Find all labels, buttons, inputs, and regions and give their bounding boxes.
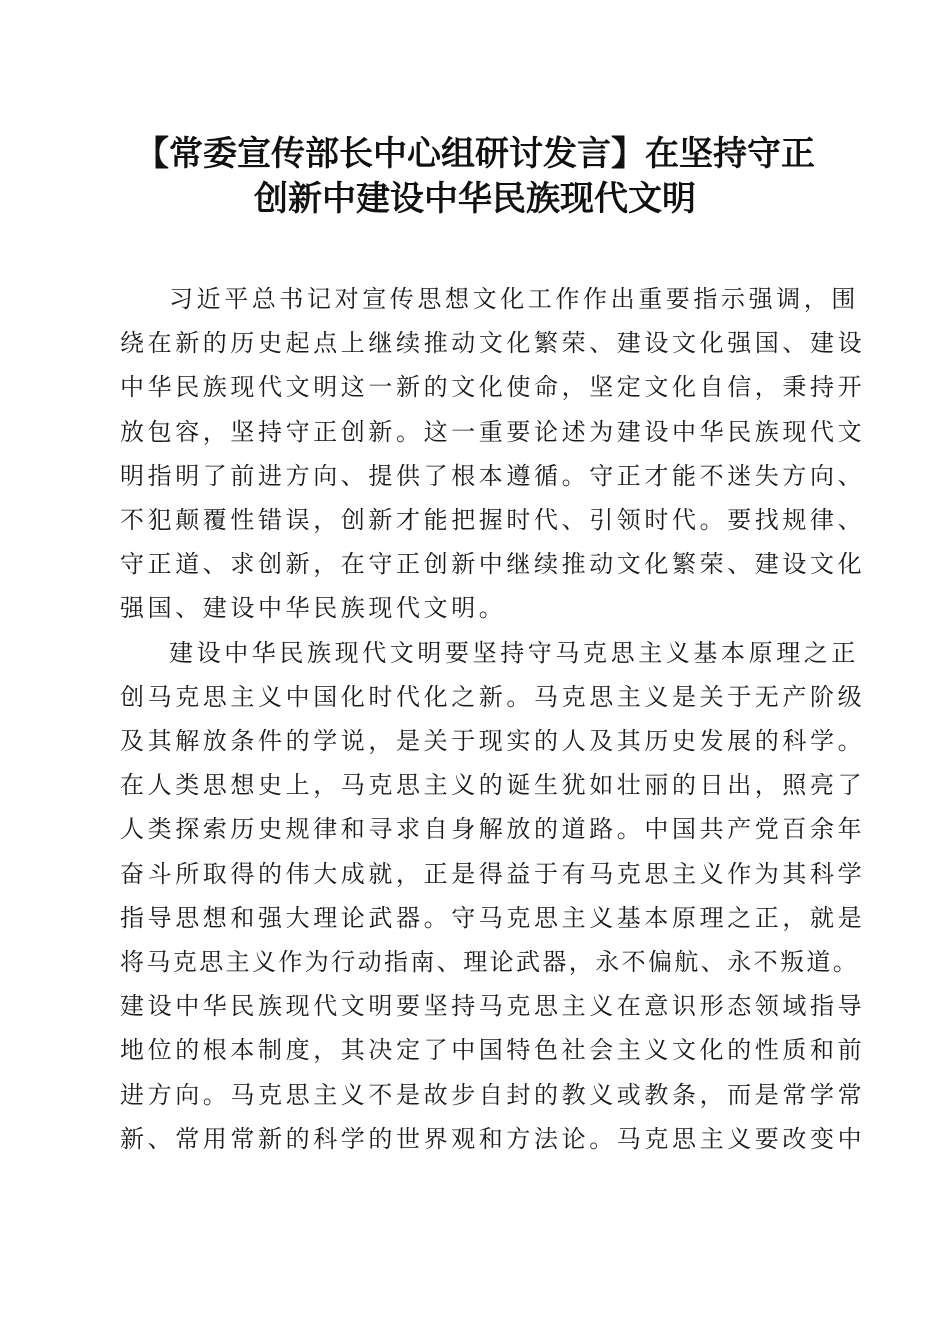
document-body — [120, 277, 866, 1161]
text-line: 创马克思主义中国化时代化之新。马克思主义是关于无产阶级 — [120, 682, 866, 711]
text-line: 明指明了前进方向、提供了根本遵循。守正才能不迷失方向、 — [120, 461, 866, 490]
text-line: 将马克思主义作为行动指南、理论武器，永不偏航、永不叛道。 — [120, 948, 860, 977]
text-line: 不犯颠覆性错误，创新才能把握时代、引领时代。要找规律、 — [120, 506, 866, 535]
text-line: 放包容，坚持守正创新。这一重要论述为建设中华民族现代文 — [120, 417, 866, 446]
text-line: 及其解放条件的学说，是关于现实的人及其历史发展的科学。 — [120, 727, 866, 756]
text-line: 人类探索历史规律和寻求自身解放的道路。中国共产党百余年 — [120, 815, 866, 844]
text-line: 新、常用常新的科学的世界观和方法论。马克思主义要改变中 — [120, 1124, 866, 1153]
text-line: 进方向。马克思主义不是故步自封的教义或教条，而是常学常 — [120, 1080, 866, 1109]
text-line: 奋斗所取得的伟大成就，正是得益于有马克思主义作为其科学 — [120, 859, 866, 888]
title-line: 创新中建设中华民族现代文明 — [254, 179, 696, 219]
text-line: 建设中华民族现代文明要坚持马克思主义在意识形态领域指导 — [120, 992, 866, 1021]
text-line: 地位的根本制度，其决定了中国特色社会主义文化的性质和前 — [120, 1036, 866, 1065]
text-line: 中华民族现代文明这一新的文化使命，坚定文化自信，秉持开 — [120, 373, 866, 402]
text-line: 强国、建设中华民族现代文明。 — [120, 594, 507, 623]
text-line: 指导思想和强大理论武器。守马克思主义基本原理之正，就是 — [120, 903, 866, 932]
paragraph-1 — [120, 277, 866, 631]
document-title — [100, 132, 850, 222]
text-line: 守正道、求创新，在守正创新中继续推动文化繁荣、建设文化 — [120, 550, 866, 579]
text-line: 建设中华民族现代文明要坚持守马克思主义基本原理之正 — [169, 638, 859, 667]
text-line: 绕在新的历史起点上继续推动文化繁荣、建设文化强国、建设 — [120, 329, 866, 358]
text-line: 在人类思想史上，马克思主义的诞生犹如壮丽的日出，照亮了 — [120, 771, 866, 800]
title-line: 【常委宣传部长中心组研讨发言】在坚持守正 — [135, 134, 815, 174]
paragraph-2 — [120, 631, 866, 1161]
text-line: 习近平总书记对宣传思想文化工作作出重要指示强调，围 — [169, 285, 859, 313]
